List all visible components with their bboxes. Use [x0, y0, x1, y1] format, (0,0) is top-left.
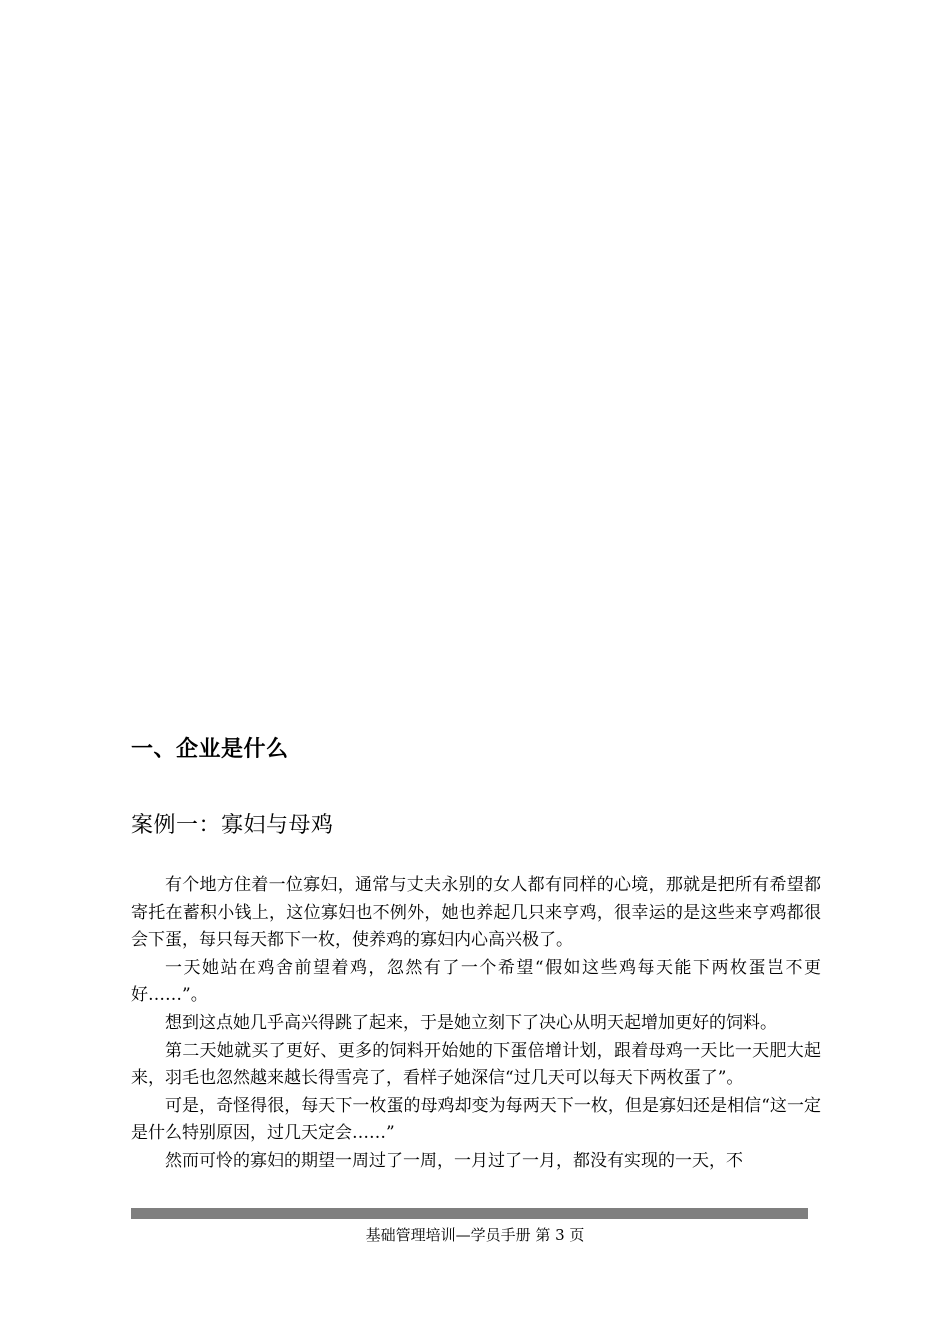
paragraph: 然而可怜的寡妇的期望一周过了一周，一月过了一月，都没有实现的一天，不 [165, 1150, 743, 1171]
paragraph: 第二天她就买了更好、更多的饲料开始她的下蛋倍增计划，跟着母鸡一天比一天肥大起来，羽毛也忽然越来越长得雪亮了，看样子她深信“过几天可以每天下两枚蛋了”。 [131, 1040, 821, 1089]
paragraph: 有个地方住着一位寡妇，通常与丈夫永别的女人都有同样的心境，那就是把所有希望都寄托在蓄积小钱上，这位寡妇也不例外，她也养起几只来亨鸡，很幸运的是这些来亨鸡都很会下蛋，每只每天都下一枚，使养鸡的寡妇内心高兴极了。 [131, 875, 821, 951]
case-body [131, 872, 821, 1176]
page-footer: 基础管理培训—学员手册 第 3 页 [365, 1226, 585, 1244]
section-title: 一、企业是什么 [131, 737, 289, 762]
paragraph: 可是，奇怪得很，每天下一枚蛋的母鸡却变为每两天下一枚，但是寡妇还是相信“这一定是什么特别原因，过几天定会……” [131, 1095, 821, 1144]
footer-divider-bar [131, 1208, 808, 1219]
paragraph: 一天她站在鸡舍前望着鸡，忽然有了一个希望“假如这些鸡每天能下两枚蛋岂不更好……”。 [131, 957, 821, 1006]
paragraph: 想到这点她几乎高兴得跳了起来，于是她立刻下了决心从明天起增加更好的饲料。 [165, 1012, 777, 1033]
case-title: 案例一：寡妇与母鸡 [131, 813, 334, 838]
